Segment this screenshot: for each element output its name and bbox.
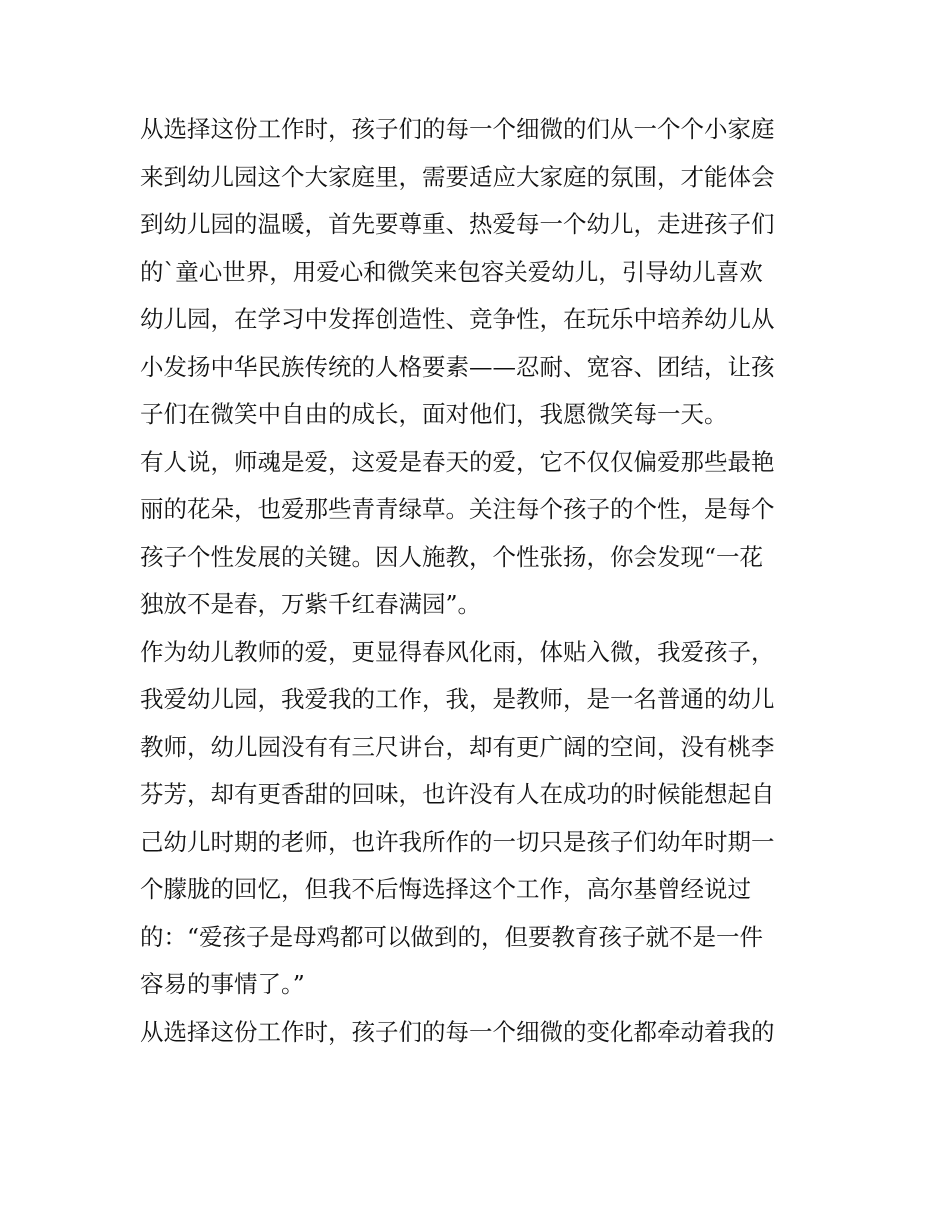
text-line: 的`童心世界，用爱心和微笑来包容关爱幼儿，引导幼儿喜欢 bbox=[140, 257, 763, 286]
document-body bbox=[140, 106, 830, 1056]
text-line: 独放不是春，万紫千红春满园”。 bbox=[140, 590, 482, 618]
text-line: 的：“爱孩子是母鸡都可以做到的，但要教育孩子就不是一件 bbox=[140, 922, 764, 951]
text-line: 我爱幼儿园，我爱我的工作，我，是教师，是一名普通的幼儿 bbox=[140, 685, 775, 713]
text-line: 从选择这份工作时，孩子们的每一个细微的变化都牵动着我的 bbox=[140, 1017, 775, 1046]
text-line: 教师，幼儿园没有有三尺讲台，却有更广阔的空间，没有桃李 bbox=[140, 732, 775, 761]
text-line: 个朦胧的回忆，但我不后悔选择这个工作，高尔基曾经说过 bbox=[140, 875, 751, 903]
text-line: 丽的花朵，也爱那些青青绿草。关注每个孩子的个性，是每个 bbox=[140, 495, 775, 523]
text-line: 芬芳，却有更香甜的回味，也许没有人在成功的时候能想起自 bbox=[140, 780, 775, 808]
text-line: 己幼儿时期的老师，也许我所作的一切只是孩子们幼年时期一 bbox=[140, 827, 775, 856]
text-line: 从选择这份工作时，孩子们的每一个细微的们从一个个小家庭 bbox=[140, 115, 775, 143]
text-line: 到幼儿园的温暖，首先要尊重、热爱每一个幼儿，走进孩子们 bbox=[140, 210, 775, 238]
text-line: 容易的事情了。” bbox=[140, 970, 305, 998]
text-line: 幼儿园，在学习中发挥创造性、竞争性，在玩乐中培养幼儿从 bbox=[140, 305, 775, 333]
text-line: 子们在微笑中自由的成长，面对他们，我愿微笑每一天。 bbox=[140, 400, 728, 428]
text-line: 来到幼儿园这个大家庭里，需要适应大家庭的氛围，才能体会 bbox=[140, 162, 775, 191]
text-line: 有人说，师魂是爱，这爱是春天的爱，它不仅仅偏爱那些最艳 bbox=[140, 447, 775, 476]
text-line: 作为幼儿教师的爱，更显得春风化雨，体贴入微，我爱孩子， bbox=[140, 637, 775, 666]
text-line: 孩子个性发展的关键。因人施教，个性张扬，你会发现“一花 bbox=[140, 542, 764, 571]
text-line: 小发扬中华民族传统的人格要素——忍耐、宽容、团结，让孩 bbox=[140, 352, 775, 381]
